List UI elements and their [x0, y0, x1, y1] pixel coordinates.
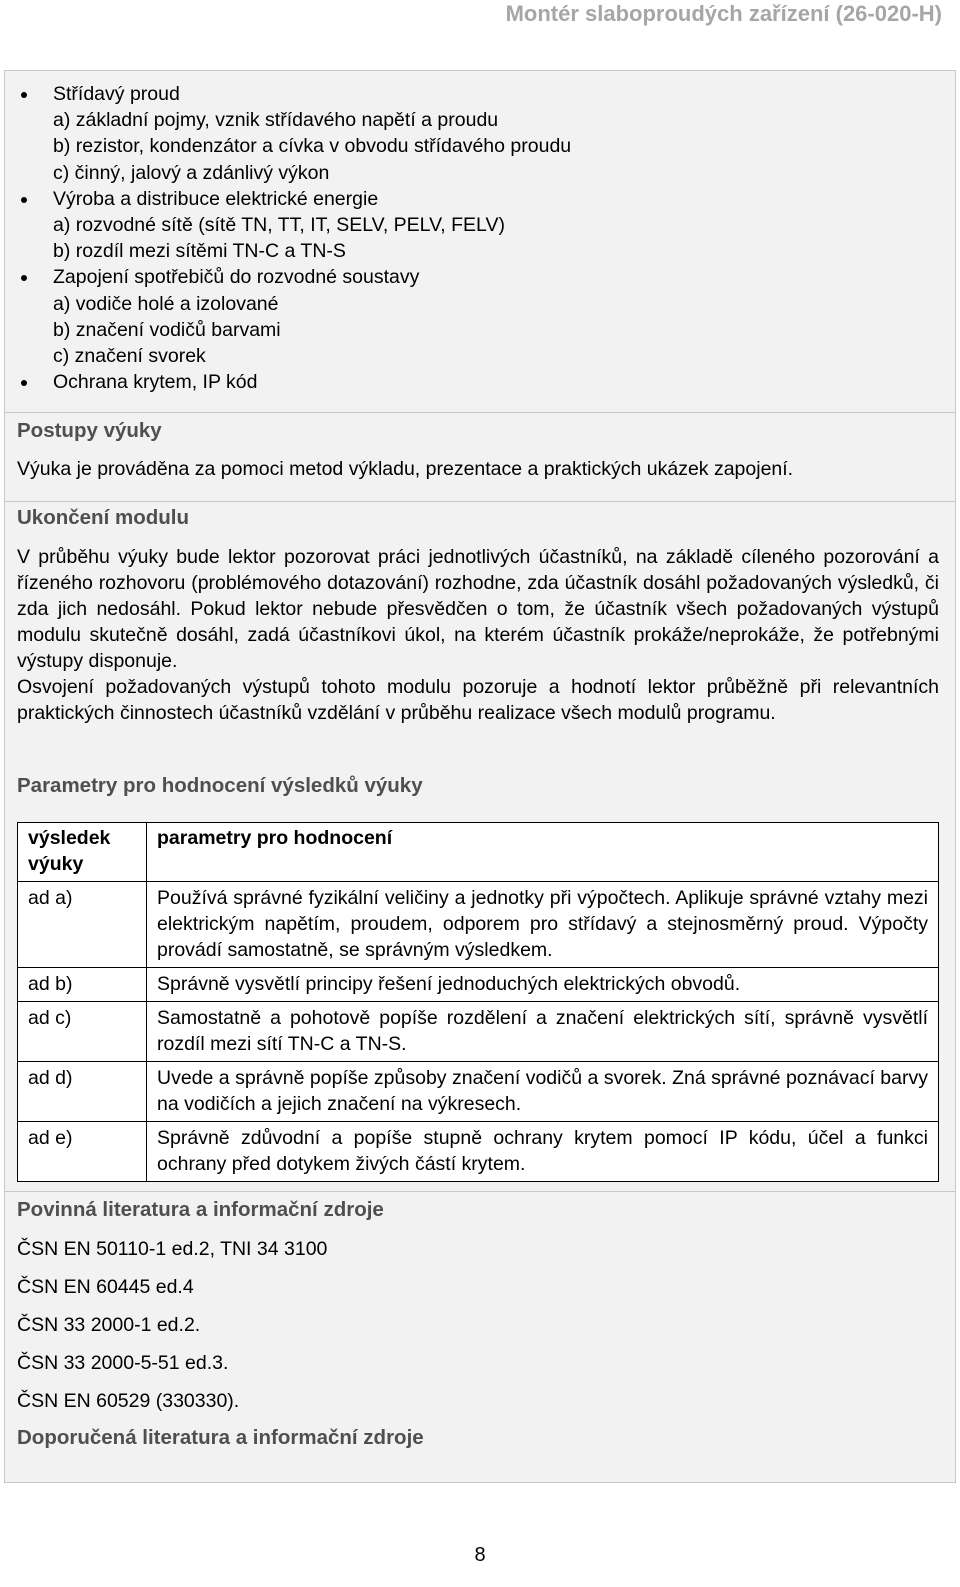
- params-title: Parametry pro hodnocení výsledků výuky: [17, 774, 423, 797]
- recommended-literature-title: Doporučená literatura a informační zdroje: [17, 1426, 424, 1449]
- table-row-text: Samostatně a pohotově popíše rozdělení a značení elektrických sítí, správně vysvětlí rozdíl mezi sítí TN-C a TN-S.: [147, 1002, 939, 1062]
- topic-subitem: c) činný, jalový a zdánlivý výkon: [53, 161, 330, 184]
- topic-subitem: b) rozdíl mezi sítěmi TN-C a TN-S: [53, 240, 346, 263]
- table-row: [18, 1002, 939, 1062]
- topic-subitem: a) základní pojmy, vznik střídavého napětí a proudu: [53, 109, 499, 132]
- table-row-text: Používá správné fyzikální veličiny a jednotky při výpočtech. Aplikuje správné vztahy mezi elektrickým napětím, proudem, odporem pro střídavý a stejnosměrný proud. Výpočty provádí samostatně, se správným výsledkem.: [147, 882, 939, 968]
- table-row: [18, 1062, 939, 1122]
- topics-section: [4, 70, 956, 413]
- table-header-row: [18, 823, 939, 882]
- table-row-label: ad a): [18, 882, 147, 968]
- literature-section: [4, 1191, 956, 1483]
- literature-item: ČSN EN 60445 ed.4: [17, 1276, 194, 1298]
- table-row: [18, 882, 939, 968]
- topic-subitem: a) vodiče holé a izolované: [53, 292, 279, 315]
- topic-item: Zapojení spotřebičů do rozvodné soustavy: [5, 264, 571, 290]
- table-row-text: Správně zdůvodní a popíše stupně ochrany krytem pomocí IP kódu, účel a funkci ochrany před dotykem živých částí krytem.: [147, 1122, 939, 1182]
- literature-item: ČSN EN 50110-1 ed.2, TNI 34 3100: [17, 1238, 328, 1260]
- page-header-title: Montér slaboproudých zařízení (26-020-H): [505, 1, 942, 26]
- literature-item: ČSN EN 60529 (330330).: [17, 1390, 240, 1412]
- topic-item: Ochrana krytem, IP kód: [5, 369, 571, 395]
- literature-item: ČSN 33 2000-5-51 ed.3.: [17, 1352, 229, 1374]
- topic-item: Střídavý proud: [5, 81, 571, 107]
- table-row-text: Uvede a správně popíše způsoby značení vodičů a svorek. Zná správné poznávací barvy na vodičích a jejich značení na výkresech.: [147, 1062, 939, 1122]
- methods-text: Výuka je prováděna za pomoci metod výkladu, prezentace a praktických ukázek zapojení.: [17, 458, 794, 480]
- topics-list: [5, 81, 571, 395]
- topic-item: Výroba a distribuce elektrické energie: [5, 186, 571, 212]
- required-literature-title: Povinná literatura a informační zdroje: [17, 1198, 384, 1221]
- completion-section: [4, 501, 956, 769]
- results-table: [17, 822, 939, 1182]
- table-header-result: výsledek výuky: [18, 823, 147, 882]
- table-row-label: ad d): [18, 1062, 147, 1122]
- table-row: [18, 1122, 939, 1182]
- table-row: [18, 968, 939, 1002]
- topic-subitem: b) značení vodičů barvami: [53, 318, 281, 341]
- table-row-text: Správně vysvětlí principy řešení jednoduchých elektrických obvodů.: [147, 968, 939, 1002]
- topic-subitem: c) značení svorek: [53, 344, 206, 367]
- table-row-label: ad e): [18, 1122, 147, 1182]
- table-row-label: ad b): [18, 968, 147, 1002]
- topic-subitem: b) rezistor, kondenzátor a cívka v obvodu střídavého proudu: [53, 135, 572, 158]
- params-section: [4, 768, 956, 1192]
- methods-title: Postupy výuky: [17, 419, 162, 442]
- table-row-label: ad c): [18, 1002, 147, 1062]
- literature-item: ČSN 33 2000-1 ed.2.: [17, 1314, 201, 1336]
- methods-section: [4, 412, 956, 502]
- page-number: 8: [474, 1544, 486, 1566]
- completion-title: Ukončení modulu: [17, 506, 189, 529]
- completion-paragraph-2: Osvojení požadovaných výstupů tohoto modulu pozoruje a hodnotí lektor průběžně při relevantních praktických činnostech účastníků vzdělání v průběhu realizace všech modulů programu.: [17, 676, 939, 724]
- completion-paragraph-1: V průběhu výuky bude lektor pozorovat práci jednotlivých účastníků, na základě cíleného pozorování a řízeného rozhovoru (problémového dotazování) rozhodne, zda účastník dosáhl požadovaných výsledků, či zda jich nedosáhl. Pokud lektor nebude přesvědčen o tom, že účastník všech požadovaných výstupů modulu skutečně dosáhl, zadá účastníkovi úkol, na kterém účastník prokáže/neprokáže, že potřebnými výstupy disponuje.: [17, 546, 939, 672]
- table-header-parameters: parametry pro hodnocení: [147, 823, 939, 882]
- topic-subitem: a) rozvodné sítě (sítě TN, TT, IT, SELV, PELV, FELV): [53, 213, 505, 236]
